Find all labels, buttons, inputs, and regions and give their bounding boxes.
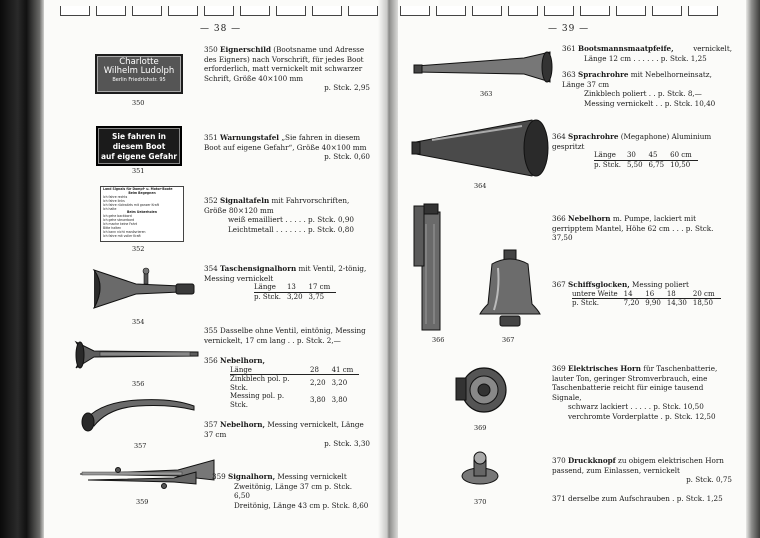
entry-350	[204, 45, 370, 93]
entry-367	[552, 280, 732, 308]
entry-366	[552, 214, 732, 243]
table-cell: Zinkblech pol. p. Stck.	[230, 375, 290, 392]
price-table-354	[254, 283, 336, 301]
table-header: Länge	[594, 151, 627, 160]
fig-label-350: 350	[132, 99, 145, 107]
entry-356	[204, 356, 370, 409]
entry-price-row: Dreitönig, Länge 43 cm p. Stck. 8,60	[234, 500, 369, 510]
pocket-horn-image	[88, 266, 198, 312]
entry-text: Messing vernickelt, Länge 37 cm	[204, 420, 364, 439]
entry-price-row: Messing vernickelt . . p. Stck. 10,40	[584, 98, 716, 108]
entry-number: 359	[212, 472, 226, 481]
entry-price: p. Stck. 0,60	[324, 152, 370, 162]
table-cell: p. Stck.	[594, 160, 621, 169]
entry-text: derselbe zum Aufschrauben . p. Stck. 1,25	[568, 494, 723, 503]
table-header: 20 cm	[693, 290, 721, 299]
entry-price-row: Länge 12 cm . . . . . . p. Stck. 1,25	[584, 53, 707, 63]
entry-title: Eignerschild	[220, 45, 271, 54]
table-cell: 3,20	[331, 379, 348, 388]
entry-price-row: verchromte Vorderplatte . p. Stck. 12,50	[568, 411, 716, 421]
fog-horn-357-image	[78, 392, 198, 432]
entry-price-row: schwarz lackiert . . . . . p. Stck. 10,50	[568, 402, 704, 412]
table-cell: 7,20	[623, 299, 640, 308]
fog-horn-pump-366-image	[412, 204, 448, 332]
board-row: Ich mache keine Fahrt	[103, 222, 138, 227]
warning-line-1: Sie fahren in diesem Boot	[112, 132, 166, 151]
entry-title: Signalhorn,	[228, 472, 276, 481]
table-header: 16	[645, 290, 667, 299]
entry-number: 363	[562, 70, 576, 79]
entry-359	[212, 472, 370, 510]
entry-title: Nebelhorn,	[220, 420, 266, 429]
board-row: Ich fahre links	[103, 198, 125, 203]
board-row: Bitte halten	[103, 226, 122, 231]
table-cell: 3,75	[308, 292, 325, 301]
ship-bell-367-image	[478, 250, 542, 330]
entry-title: Nebelhorn	[568, 214, 611, 223]
fig-label-359: 359	[136, 498, 149, 506]
table-header: 30	[627, 151, 649, 160]
entry-number: 364	[552, 132, 566, 141]
table-header: 60 cm	[670, 151, 698, 160]
board-subtitle-1: Beim Begegnen	[128, 190, 156, 195]
table-header: 28	[310, 366, 332, 375]
entry-352	[204, 196, 370, 234]
electric-horn-369-image	[452, 360, 508, 420]
entry-title: Taschensignalhorn	[220, 264, 297, 273]
table-header: Länge	[230, 366, 310, 375]
megaphone-364-image	[412, 118, 558, 178]
signal-horn-359-image	[78, 458, 218, 494]
entry-number: 350	[204, 45, 218, 54]
entry-364	[552, 132, 732, 169]
name-plate-image	[95, 54, 183, 94]
entry-number: 367	[552, 280, 566, 289]
table-cell: 10,50	[670, 160, 691, 169]
entry-text: für Taschenbatterie, lauter Ton, geringer Stromverbrauch, eine Taschenbatterie reicht für einige tausend Signale,	[552, 364, 718, 402]
fig-label-367: 367	[502, 336, 515, 344]
entry-357	[204, 420, 370, 449]
entry-title: Warnungstafel	[220, 133, 280, 142]
fig-label-369: 369	[474, 424, 487, 432]
table-cell: p. Stck.	[254, 292, 281, 301]
entry-text: (Bootsname und Adresse des Eigners) nach Vorschrift, für jedes Boot erforderlich, matt vernickelt mit schwarzer Schrift, Größe 40×100 mm	[204, 45, 365, 83]
table-cell: 18,50	[692, 299, 713, 308]
fig-label-357: 357	[134, 442, 147, 450]
entry-title: Schiffsglocken,	[568, 280, 630, 289]
entry-361	[562, 44, 732, 63]
entry-number: 366	[552, 214, 566, 223]
entry-title: Druckknopf	[568, 456, 616, 465]
entry-351	[204, 133, 370, 162]
price-table-367	[572, 290, 721, 308]
entry-text: Messing vernickelt	[277, 472, 347, 481]
entry-number: 356	[204, 356, 218, 365]
index-tabs-right	[400, 6, 718, 16]
entry-text: m. Pumpe, lackiert mit gerripptem Mantel, Höhe 62 cm . . . p. Stck. 37,50	[552, 214, 714, 243]
entry-text: (Megaphone) Aluminium gespritzt	[552, 132, 712, 151]
fig-label-351: 351	[132, 167, 145, 175]
entry-text: mit Fahrvorschriften, Größe 80×120 mm	[204, 196, 350, 215]
warning-sign-image	[96, 126, 182, 166]
table-header: Länge	[254, 283, 287, 292]
table-header: 13	[287, 283, 309, 292]
table-header: 14	[624, 290, 646, 299]
entry-number: 351	[204, 133, 218, 142]
push-button-370-image	[460, 448, 500, 488]
board-row: Ich halte	[103, 206, 117, 211]
entry-title: Sprachrohre	[578, 70, 629, 79]
entry-text: Messing poliert	[632, 280, 689, 289]
plate-line-1: Charlotte	[119, 57, 159, 67]
warning-line-2: auf eigene Gefahr	[100, 152, 178, 161]
page-gutter	[378, 0, 398, 538]
entry-title: Sprachrohre	[568, 132, 619, 141]
index-tabs-left	[60, 6, 378, 16]
entry-price-row: Leichtmetall . . . . . . . p. Stck. 0,80	[228, 224, 354, 234]
entry-price: p. Stck. 2,95	[324, 83, 370, 93]
board-row: Ich gehe backbord	[103, 214, 132, 219]
plate-line-2: Wilhelm Ludolph	[103, 66, 175, 76]
board-title: Land Signals für Dampf- u. Motor-Boote	[103, 187, 173, 191]
entry-370	[552, 456, 732, 485]
entry-price: p. Stck. 0,75	[686, 475, 732, 485]
price-table-356	[230, 366, 359, 410]
entry-title: Nebelhorn,	[220, 356, 266, 365]
table-cell: 6,75	[648, 160, 665, 169]
board-subtitle-2: Beim Ueberholen	[127, 210, 157, 215]
entry-text: mit Nebelhorneinsatz, Länge 37 cm	[562, 70, 712, 89]
board-row: Ich fahre rückwärts mit ganzer Kraft	[103, 202, 159, 207]
table-cell: 3,20	[286, 292, 303, 301]
entry-number: 361	[562, 44, 576, 53]
table-header: untere Weite	[572, 290, 624, 299]
entry-title: Elektrisches Horn	[568, 364, 641, 373]
entry-number: 352	[204, 196, 218, 205]
entry-354	[204, 264, 370, 301]
entry-price-row: Zweitönig, Länge 37 cm p. Stck. 6,50	[234, 481, 353, 501]
fig-label-370: 370	[474, 498, 487, 506]
table-cell: 3,80	[331, 396, 348, 405]
fig-label-356: 356	[132, 380, 145, 388]
table-header: 17 cm	[309, 283, 337, 292]
entry-price: p. Stck. 3,30	[324, 439, 370, 449]
table-cell: 2,20	[310, 379, 326, 388]
entry-363	[562, 70, 732, 108]
page-number-right: — 39 —	[548, 24, 590, 34]
fig-label-352: 352	[132, 245, 145, 253]
entry-text: zu obigem elektrischen Horn passend, zum Einlassen, vernickelt	[552, 456, 724, 475]
fig-label-363: 363	[480, 90, 493, 98]
entry-text: mit Ventil, 2-tönig, Messing vernickelt	[204, 264, 367, 283]
signal-board-image	[100, 186, 184, 242]
entry-price-row: Zinkblech poliert . . p. Stck. 8,—	[584, 89, 702, 99]
entry-371	[552, 494, 732, 504]
table-header: 45	[649, 151, 671, 160]
entry-text: vernickelt,	[693, 44, 732, 53]
book-binding-edge	[0, 0, 44, 538]
plate-line-3: Berlin Friedrichstr. 95	[112, 77, 166, 83]
page-edge	[746, 0, 760, 538]
price-table-364	[594, 151, 698, 169]
entry-number: 369	[552, 364, 566, 373]
board-row: Ich fahre rechts	[103, 194, 128, 199]
entry-title: Signaltafeln	[220, 196, 270, 205]
entry-title: Bootsmannsmaatpfeife,	[578, 44, 674, 53]
table-cell: Messing pol. p. Stck.	[230, 392, 285, 409]
table-cell: p. Stck.	[572, 299, 599, 308]
speaking-tube-363-image	[414, 52, 554, 86]
fig-label-364: 364	[474, 182, 487, 190]
table-header: 18	[667, 290, 693, 299]
board-row: Ich gehe steuerbord	[103, 218, 135, 223]
board-row: Ich kann nicht manövrieren	[103, 229, 146, 234]
entry-number: 357	[204, 420, 218, 429]
entry-355	[204, 326, 370, 345]
fig-label-354: 354	[132, 318, 145, 326]
entry-number: 370	[552, 456, 566, 465]
table-cell: 9,90	[645, 299, 661, 308]
table-cell: 3,80	[310, 396, 326, 405]
entry-369	[552, 364, 732, 422]
entry-text: Dasselbe ohne Ventil, eintönig, Messing vernickelt, 17 cm lang . . p. Stck. 2,—	[204, 326, 366, 345]
page-number-left: — 38 —	[200, 24, 242, 34]
table-cell: 14,30	[666, 299, 687, 308]
fog-horn-356-image	[74, 340, 204, 370]
entry-number: 371	[552, 494, 566, 503]
entry-price-row: weiß emailliert . . . . . p. Stck. 0,90	[228, 215, 354, 225]
table-header: 41 cm	[332, 366, 360, 375]
table-cell: 5,50	[626, 160, 643, 169]
entry-text: „Sie fahren in diesem Boot auf eigene Gefahr“, Größe 40×100 mm	[204, 133, 367, 152]
board-row: Ich fahre mit voller Kraft	[103, 233, 141, 238]
entry-number: 354	[204, 264, 218, 273]
fig-label-366: 366	[432, 336, 445, 344]
entry-number: 355	[204, 326, 218, 335]
